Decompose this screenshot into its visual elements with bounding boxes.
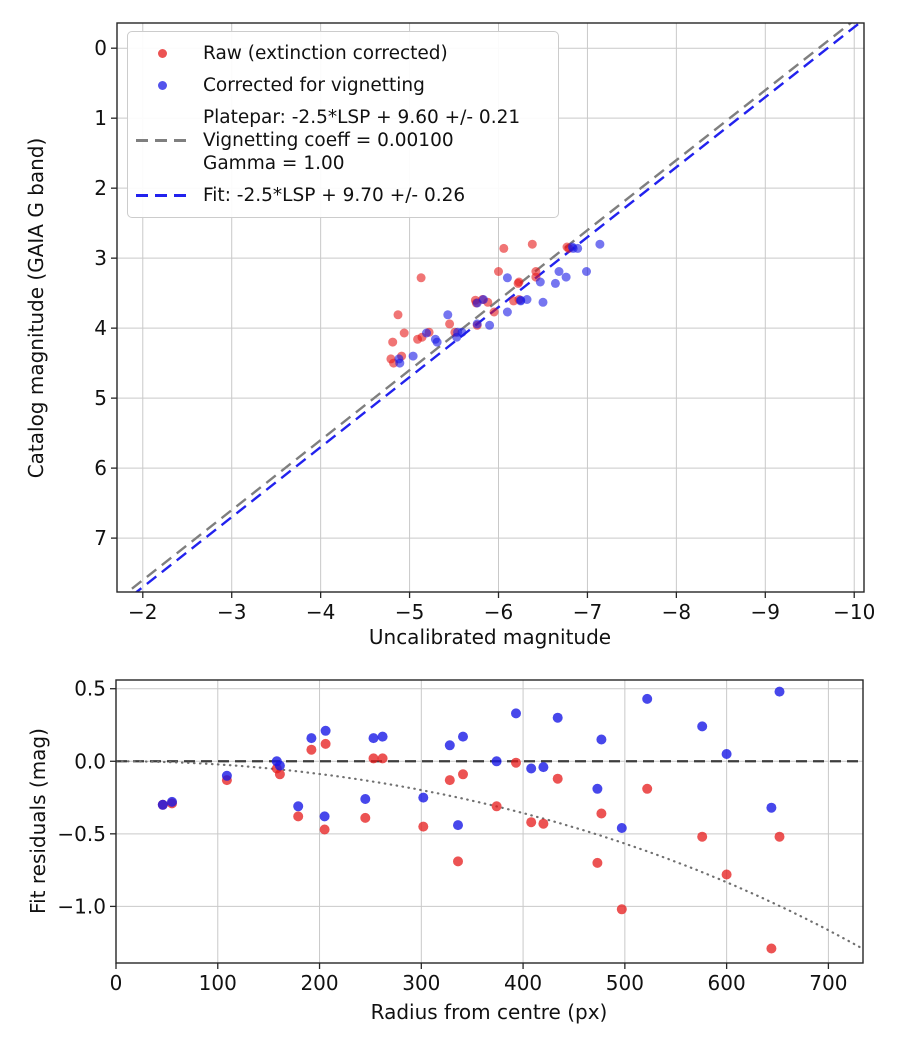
corrected-data-point: [422, 329, 431, 338]
corrected-data-point: [443, 310, 452, 319]
x-tick-label: −9: [750, 600, 781, 624]
corrected-data-point: [167, 797, 177, 807]
y-tick-label: −0.5: [57, 821, 106, 846]
y-tick-label: 3: [94, 246, 107, 271]
raw-data-point: [494, 267, 503, 276]
legend-label-platepar-1: Platepar: -2.5*LSP + 9.60 +/- 0.21: [203, 107, 521, 128]
fit-line-swatch: [136, 194, 188, 197]
raw-data-point: [642, 784, 652, 794]
corrected-data-point: [775, 687, 785, 697]
bottom-chart: [57, 677, 863, 995]
x-tick-label: 500: [605, 971, 644, 995]
y-tick-label: 1: [94, 106, 107, 131]
corrected-data-point: [492, 756, 502, 766]
raw-data-point: [321, 739, 331, 749]
corrected-data-point: [222, 771, 232, 781]
x-tick-label: 600: [707, 971, 746, 995]
corrected-data-point: [516, 296, 525, 305]
corrected-data-point: [536, 278, 545, 287]
legend-item-fit: [136, 184, 548, 207]
legend-item-corrected: [136, 74, 548, 97]
x-tick-label: −5: [394, 600, 425, 624]
x-tick-label: 100: [198, 971, 237, 995]
raw-data-point: [766, 944, 776, 954]
corrected-data-point: [503, 308, 512, 317]
legend-label-platepar-3: Gamma = 1.00: [203, 153, 345, 174]
y-tick-label: −1.0: [57, 894, 106, 919]
corrected-data-point: [321, 726, 331, 736]
corrected-data-point: [378, 732, 388, 742]
raw-data-point: [526, 817, 536, 827]
corrected-data-point: [473, 319, 482, 328]
raw-data-point: [417, 273, 426, 282]
raw-data-point: [458, 769, 468, 779]
raw-data-point: [722, 870, 732, 880]
x-tick-label: −7: [572, 600, 603, 624]
legend: [127, 31, 559, 218]
corrected-data-point: [573, 244, 582, 253]
corrected-data-point: [592, 784, 602, 794]
corrected-data-point: [562, 273, 571, 282]
raw-data-point: [514, 279, 523, 288]
corrected-data-point: [306, 733, 316, 743]
corrected-data-point: [526, 764, 536, 774]
raw-data-point: [453, 856, 463, 866]
top-y-axis-label: Catalog magnitude (GAIA G band): [24, 137, 48, 479]
corrected-data-point: [722, 749, 732, 759]
legend-label-platepar-2: Vignetting coeff = 0.00100: [203, 130, 454, 151]
corrected-data-point: [433, 338, 442, 347]
raw-data-point: [388, 338, 397, 347]
corrected-data-point: [555, 267, 564, 276]
x-tick-label: 700: [809, 971, 848, 995]
corrected-series: [158, 687, 785, 833]
corrected-data-point: [445, 740, 455, 750]
corrected-data-point: [452, 333, 461, 342]
raw-data-point: [360, 813, 370, 823]
bottom-y-axis-label: Fit residuals (mag): [26, 728, 50, 914]
bottom-grid: [116, 680, 863, 963]
corrected-data-point: [642, 694, 652, 704]
raw-marker-swatch: [136, 49, 188, 58]
corrected-data-point: [293, 801, 303, 811]
raw-data-point: [697, 832, 707, 842]
corrected-data-point: [595, 240, 604, 249]
x-tick-label: 200: [300, 971, 339, 995]
corrected-data-point: [503, 273, 512, 282]
corrected-marker-swatch: [136, 81, 188, 90]
y-tick-label: 5: [94, 386, 107, 411]
y-tick-label: 0.0: [74, 749, 106, 774]
x-tick-label: 0: [109, 971, 123, 995]
raw-data-point: [511, 758, 521, 768]
corrected-data-point: [158, 800, 168, 810]
bottom-spines: [116, 680, 863, 963]
y-tick-label: 0.5: [74, 676, 106, 701]
legend-label-corrected: Corrected for vignetting: [203, 75, 425, 96]
raw-data-point: [492, 801, 502, 811]
raw-data-point: [592, 858, 602, 868]
raw-data-point: [553, 774, 563, 784]
corrected-data-point: [582, 267, 591, 276]
x-tick-label: −10: [833, 600, 876, 624]
raw-data-point: [320, 825, 330, 835]
x-tick-label: −3: [216, 600, 247, 624]
corrected-data-point: [553, 713, 563, 723]
x-tick-label: −2: [128, 600, 158, 624]
y-tick-label: 7: [94, 526, 107, 551]
corrected-data-point: [394, 354, 403, 363]
raw-data-point: [596, 809, 606, 819]
corrected-data-point: [485, 321, 494, 330]
corrected-data-point: [453, 820, 463, 830]
raw-series: [158, 739, 785, 954]
legend-label-raw: Raw (extinction corrected): [203, 43, 448, 64]
x-tick-label: 400: [503, 971, 543, 995]
raw-data-point: [394, 310, 403, 319]
raw-data-point: [418, 822, 428, 832]
legend-label-fit: Fit: -2.5*LSP + 9.70 +/- 0.26: [203, 185, 466, 206]
raw-data-point: [445, 319, 454, 328]
corrected-data-point: [766, 803, 776, 813]
corrected-data-point: [369, 733, 379, 743]
corrected-data-point: [617, 823, 627, 833]
raw-data-point: [775, 832, 785, 842]
platepar-line-swatch: [136, 139, 188, 142]
corrected-data-point: [418, 793, 428, 803]
x-tick-label: −8: [661, 600, 692, 624]
y-tick-label: 0: [94, 36, 107, 61]
corrected-data-point: [409, 352, 418, 361]
raw-data-point: [538, 819, 548, 829]
corrected-data-point: [275, 761, 285, 771]
legend-item-raw: [136, 42, 548, 65]
raw-data-point: [293, 811, 303, 821]
top-x-axis-label: Uncalibrated magnitude: [368, 625, 612, 649]
x-tick-label: −4: [305, 600, 336, 624]
corrected-data-point: [511, 708, 521, 718]
bottom-tick-labels: [57, 677, 847, 995]
raw-data-point: [528, 240, 537, 249]
raw-data-point: [445, 775, 455, 785]
raw-data-point: [499, 244, 508, 253]
bottom-plot-area: [116, 687, 863, 954]
corrected-series: [394, 240, 604, 368]
bottom-x-axis-label: Radius from centre (px): [370, 1000, 608, 1024]
vignetting-model: [116, 761, 861, 948]
raw-data-point: [400, 329, 409, 338]
y-tick-label: 2: [94, 176, 107, 201]
corrected-data-point: [538, 762, 548, 772]
corrected-data-point: [697, 721, 707, 731]
raw-data-point: [386, 354, 395, 363]
legend-item-platepar: [136, 106, 548, 175]
y-tick-label: 4: [94, 316, 107, 341]
corrected-data-point: [479, 295, 488, 304]
x-tick-label: 300: [402, 971, 441, 995]
y-tick-label: 6: [94, 456, 107, 481]
raw-data-point: [490, 308, 499, 317]
corrected-data-point: [360, 794, 370, 804]
raw-data-point: [369, 753, 379, 763]
corrected-data-point: [596, 735, 606, 745]
raw-data-point: [306, 745, 316, 755]
raw-data-point: [617, 904, 627, 914]
corrected-data-point: [320, 811, 330, 821]
corrected-data-point: [458, 732, 468, 742]
x-tick-label: −6: [483, 600, 514, 624]
raw-data-point: [378, 753, 388, 763]
raw-data-point: [275, 769, 285, 779]
corrected-data-point: [551, 279, 560, 288]
corrected-data-point: [539, 298, 548, 307]
